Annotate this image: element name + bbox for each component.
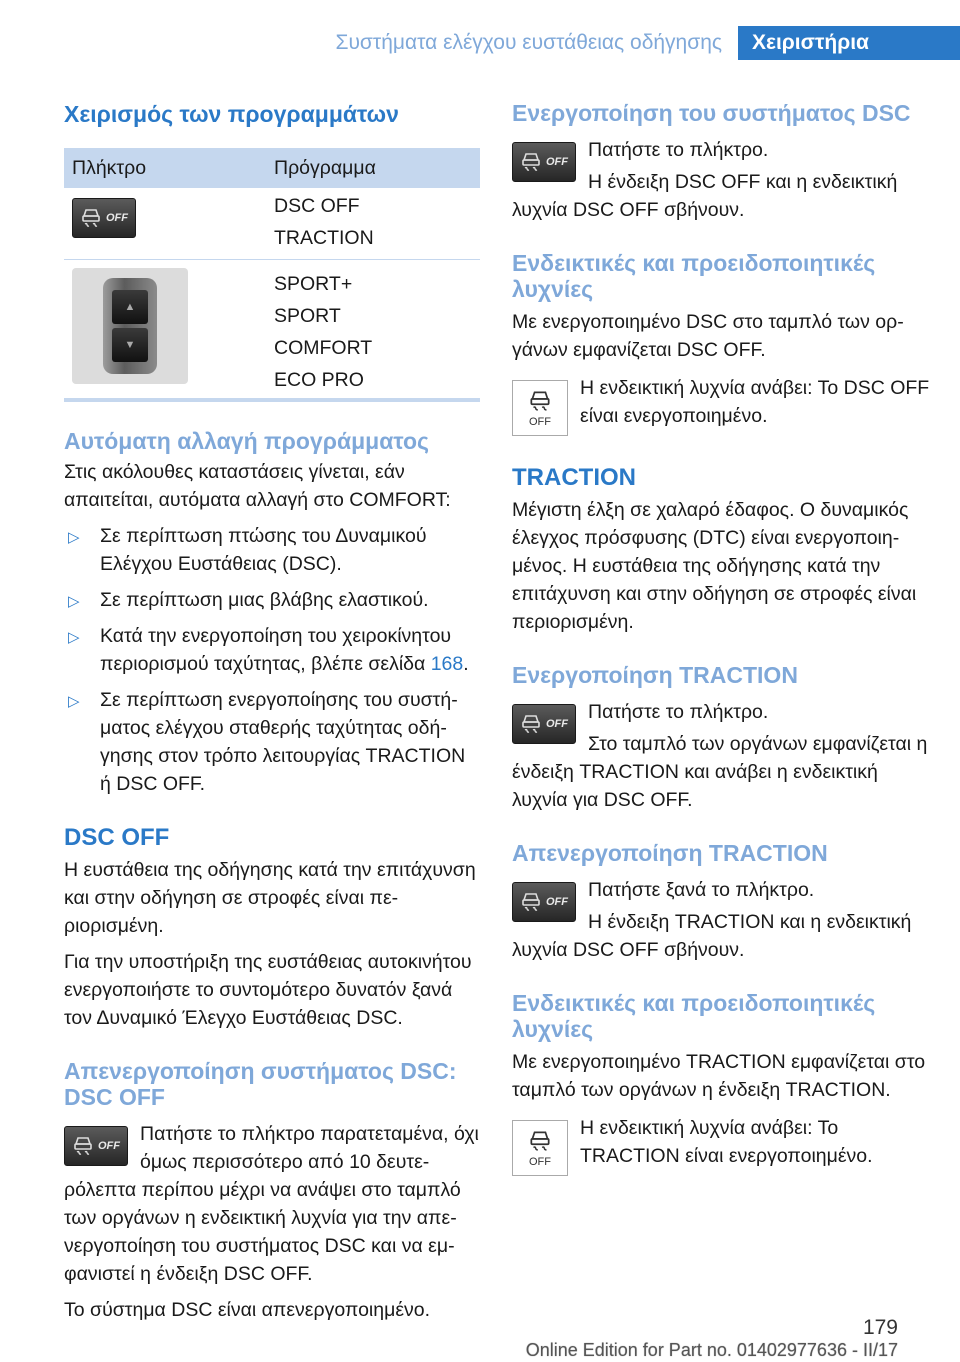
activate-dsc-title: Ενεργοποίηση του συστήματος DSC xyxy=(512,100,911,126)
table-header xyxy=(64,148,480,188)
breadcrumb: Συστήματα ελέγχου ευστάθειας οδήγησης xyxy=(335,31,722,54)
edition-footer: Online Edition for Part no. 01402977636 - II/17 xyxy=(525,1340,898,1360)
indicator-lights-text: Με ενεργοποιημένο DSC στο ταμπλό των οργάνων εμφανίζεται DSC OFF. xyxy=(512,311,904,361)
page-number: 179 xyxy=(862,1316,898,1339)
indicator-lights-text-2: Με ενεργοποιημένο TRACTION εμφανίζεται στο ταμπλό των οργάνων η ένδειξη TRACTION. xyxy=(512,1051,926,1101)
page-link[interactable]: 168 xyxy=(430,653,464,675)
right-column xyxy=(512,100,930,1176)
dsc-off-button-icon: OFF xyxy=(512,142,576,182)
car-skid-icon xyxy=(72,1134,94,1158)
dsc-off-button-icon: OFF xyxy=(512,882,576,922)
activate-dsc-result: Η ένδειξη DSC OFF και η ενδεικτική λυχνία DSC OFF σβήνουν. xyxy=(512,171,898,221)
deactivate-traction-title: Απενεργοποίηση TRACTION xyxy=(512,840,828,866)
dsc-off-button-icon: OFF xyxy=(512,704,576,744)
deactivate-dsc-text: Πατήστε το πλήκτρο παρατεταμένα, όχι όμως περισσότερο από 10 δευτερόλεπτα περίπου μέχρι να ανάψει στο ταμπλό των οργάνων η ενδεικτική λυχνία για την απενεργοποίηση του συστήματος DSC και να εμφανιστεί η ένδειξη DSC OFF. xyxy=(64,1123,479,1285)
auto-change-list xyxy=(64,522,480,798)
program-eco-pro: ECO PRO xyxy=(274,369,364,391)
deactivate-traction-result: Η ένδειξη TRACTION και η ενδεικτική λυχνία DSC OFF σβήνουν. xyxy=(512,911,912,961)
table-row xyxy=(64,260,480,398)
auto-change-intro: Στις ακόλουθες καταστάσεις γίνεται, εάν απαιτείται, αυτόματα αλλαγή στο COMFORT: xyxy=(64,461,451,511)
activate-traction-step: Πατήστε το πλήκτρο. xyxy=(588,701,769,723)
deactivate-dsc-title: Απενεργοποίηση συστήματος DSC: DSC OFF xyxy=(64,1058,457,1110)
section-title-programs: Χειρισμός των προγραμμάτων xyxy=(64,101,399,127)
program-comfort: COMFORT xyxy=(274,337,373,359)
dsc-off-button-icon xyxy=(72,198,136,238)
list-item: ▷ Σε περίπτωση μιας βλάβης ελαστικού. xyxy=(68,589,429,611)
program-dsc-off: DSC OFF xyxy=(274,195,360,217)
list-item: ▷ Κατά την ενεργοποίηση του χειροκίνητου περιορισμού ταχύτητας, βλέπε σελίδα 168. xyxy=(68,625,469,675)
dsc-off-text-2: Για την υποστήριξη της ευστάθειας αυτοκινήτου ενεργοποιήστε το συντομότερο δυνατόν ξανά τον Δυναμικό Έλεγχο Ευστάθειας DSC. xyxy=(64,951,472,1029)
car-skid-icon xyxy=(520,150,542,174)
program-sport: SPORT xyxy=(274,305,341,327)
deactivate-traction-step: Πατήστε ξανά το πλήκτρο. xyxy=(588,879,815,901)
section-tab: Χειριστήρια xyxy=(738,26,960,60)
traction-text: Μέγιστη έλξη σε χαλαρό έδαφος. Ο δυναμικός έλεγχος πρόσφυσης (DTC) είναι ενεργοποιημένος. Η ευστάθεια της οδήγησης κατά την επιτάχυνση και στην οδήγηση σε στροφές είναι περιορισμένη. xyxy=(512,499,917,633)
dsc-off-indicator-icon: OFF xyxy=(512,380,568,436)
activate-traction-block xyxy=(512,698,930,814)
table-cell-program xyxy=(274,195,480,259)
deactivate-dsc-result: Το σύστημα DSC είναι απενεργοποιημένο. xyxy=(64,1299,431,1321)
traction-title: TRACTION xyxy=(512,464,636,491)
left-column xyxy=(64,100,480,1324)
dsc-off-title: DSC OFF xyxy=(64,824,170,851)
activate-dsc-step: Πατήστε το πλήκτρο. xyxy=(588,139,769,161)
table-cell-button xyxy=(64,268,274,398)
table-header-program: Πρόγραμμα xyxy=(274,156,376,179)
activate-traction-result: Στο ταμπλό των οργάνων εμφανίζεται η ένδειξη TRACTION και ανάβει η ενδεικτική λυχνία για DSC OFF. xyxy=(512,733,928,811)
off-label: OFF xyxy=(106,212,128,224)
deactivate-traction-block xyxy=(512,876,930,964)
indicator-text-2: Η ενδεικτική λυχνία ανάβει: Το TRACTION είναι ενεργοποιημένο. xyxy=(580,1117,873,1167)
dsc-off-indicator-icon: OFF xyxy=(512,1120,568,1176)
program-sport-plus: SPORT+ xyxy=(274,273,353,295)
arrow-down-icon: ▼ xyxy=(112,328,148,362)
driving-experience-switch-icon xyxy=(72,268,188,384)
arrow-up-icon: ▲ xyxy=(112,290,148,324)
list-item: ▷ Σε περίπτωση πτώσης του Δυναμικού Ελέγχου Ευστάθειας (DSC). xyxy=(68,525,427,575)
deactivate-dsc-block xyxy=(64,1120,480,1288)
table-row xyxy=(64,188,480,260)
list-item: ▷ Σε περίπτωση ενεργοποίησης του συστήματος ελέγχου σταθερής ταχύτητας οδήγησης στον τρόπο λειτουργίας TRACTION ή DSC OFF. xyxy=(68,689,466,795)
car-skid-icon xyxy=(520,712,542,736)
indicator-block xyxy=(512,374,930,436)
activate-dsc-block xyxy=(512,136,930,224)
table-cell-button xyxy=(64,198,274,259)
indicator-text: Η ενδεικτική λυχνία ανάβει: Το DSC OFF είναι ενεργοποιημένο. xyxy=(580,377,930,427)
activate-traction-title: Ενεργοποίηση TRACTION xyxy=(512,662,798,688)
programs-table xyxy=(64,148,480,402)
car-skid-icon xyxy=(520,890,542,914)
table-header-button: Πλήκτρο xyxy=(72,156,147,179)
indicator-lights-title-2: Ενδεικτικές και προειδοποιητικές λυχνίες xyxy=(512,990,876,1042)
indicator-block-2 xyxy=(512,1114,930,1176)
indicator-lights-title: Ενδεικτικές και προειδοποιητικές λυχνίες xyxy=(512,250,876,302)
program-traction: TRACTION xyxy=(274,227,374,249)
dsc-off-button-icon: OFF xyxy=(64,1126,128,1166)
dsc-off-text-1: Η ευστάθεια της οδήγησης κατά την επιτάχυνση και στην οδήγηση σε στροφές είναι περιορισμένη. xyxy=(64,859,476,937)
car-skid-icon xyxy=(80,206,102,230)
auto-change-title: Αυτόματη αλλαγή προγράμματος xyxy=(64,428,430,454)
table-cell-program xyxy=(274,268,480,398)
